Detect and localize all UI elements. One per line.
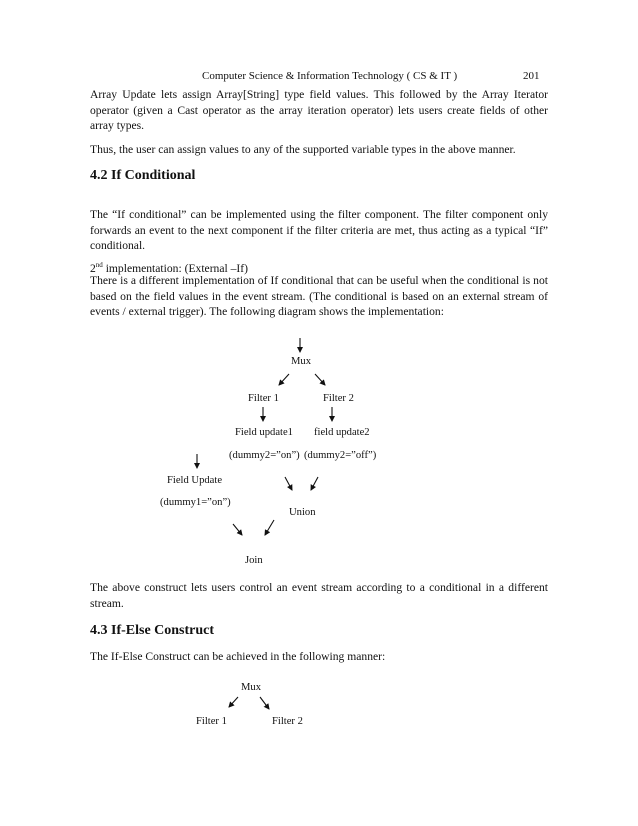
diagram-mux-label: Mux bbox=[291, 356, 312, 367]
diagram-dummy1-on-label: (dummy1=”on”) bbox=[160, 497, 231, 508]
paragraph-external-if: There is a different implementation of If conditional that can be useful when the conditional is not based on the field values in the event stream. (The conditional is based on an external stream of events / external trigger). The following diagram shows the implementation: bbox=[90, 274, 548, 319]
arrow-update2-to-union bbox=[311, 477, 318, 490]
header-title: Computer Science & Information Technology ( CS & IT ) bbox=[202, 70, 458, 82]
diagram-union-label: Union bbox=[289, 507, 316, 518]
diagram2-mux-label: Mux bbox=[241, 682, 262, 693]
diagram-field-update1-label: Field update1 bbox=[235, 427, 293, 438]
paragraph-variable-types: Thus, the user can assign values to any of the supported variable types in the above manner. bbox=[90, 143, 516, 156]
paragraph-if-filter: The “If conditional” can be implemented using the filter component. The filter component only forwards an event to the next component if the filter criteria are met, thus acting as a typical “If” conditional. bbox=[90, 208, 548, 253]
arrow-union-to-join bbox=[265, 520, 274, 535]
diagram-dummy2-off-label: (dummy2=”off”) bbox=[304, 450, 377, 461]
page-number: 201 bbox=[523, 70, 540, 82]
diagram-join-label: Join bbox=[245, 555, 263, 566]
diagram-field-update2-label: field update2 bbox=[314, 427, 370, 438]
implementation-label: implementation: (External –If) bbox=[102, 261, 248, 275]
heading-if-conditional: 4.2 If Conditional bbox=[90, 168, 196, 183]
arrow2-mux-to-filter1 bbox=[229, 697, 238, 707]
arrow-mux-to-filter2 bbox=[315, 374, 325, 385]
arrow-mux-to-filter1 bbox=[279, 374, 289, 385]
diagram2-filter1-label: Filter 1 bbox=[196, 716, 227, 727]
diagram-dummy2-on-label: (dummy2=”on”) bbox=[229, 450, 300, 461]
paragraph-array-update: Array Update lets assign Array[String] type field values. This followed by the Array Iterator operator (given a Cast operator as the array iteration operator) lets users create fields of other array types. bbox=[90, 88, 548, 133]
paragraph-construct-control: The above construct lets users control an event stream according to a conditional in a different stream. bbox=[90, 581, 548, 610]
arrow-update1-to-union bbox=[285, 477, 292, 490]
diagram-field-update-label: Field Update bbox=[167, 475, 223, 486]
arrow-field-update-to-join bbox=[233, 524, 242, 535]
ordinal-number: 2 bbox=[90, 261, 96, 275]
diagram-filter1-label: Filter 1 bbox=[248, 393, 279, 404]
arrow2-mux-to-filter2 bbox=[260, 697, 269, 709]
diagram-filter2-label: Filter 2 bbox=[323, 393, 354, 404]
heading-if-else-construct: 4.3 If-Else Construct bbox=[90, 623, 215, 638]
paragraph-if-else: The If-Else Construct can be achieved in the following manner: bbox=[90, 650, 386, 663]
ordinal-suffix: nd bbox=[95, 261, 103, 269]
diagram2-filter2-label: Filter 2 bbox=[272, 716, 303, 727]
